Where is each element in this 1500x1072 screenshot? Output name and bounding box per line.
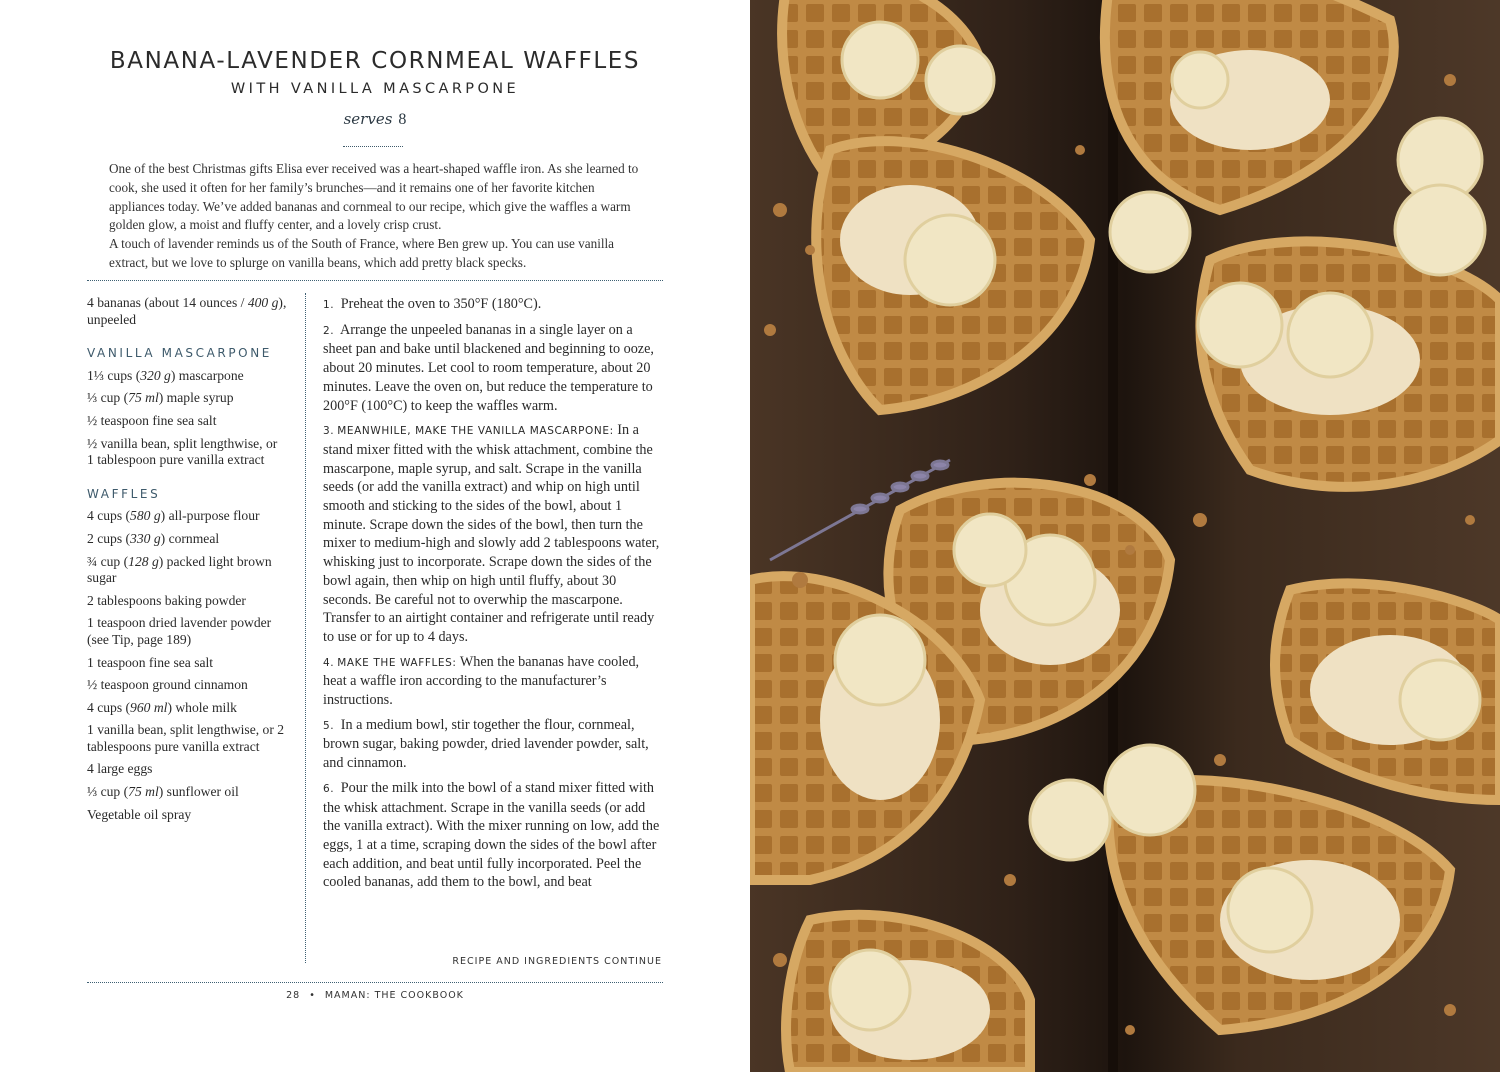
column-divider — [305, 293, 306, 963]
ingredient-item: ¾ cup (128 g) packed light brown sugar — [87, 553, 272, 586]
ingredient-item: Vegetable oil spray — [87, 806, 192, 822]
book-title: MAMAN: THE COOKBOOK — [324, 990, 464, 1001]
step-number: 2. — [323, 324, 335, 337]
ingredient-item: ⅓ cup (75 ml) maple syrup — [87, 390, 234, 406]
ingredient-item: ⅓ cup (75 ml) sunflower oil — [87, 784, 239, 800]
ingredient-item: 4 bananas (about 14 ounces / 400 g), unpeeled — [87, 295, 287, 327]
serves-label: serves — [343, 110, 393, 128]
step-number: 4. — [323, 656, 335, 669]
ingredient-item: ½ teaspoon ground cinnamon — [87, 677, 248, 693]
step-lead: MAKE THE WAFFLES: — [337, 656, 457, 669]
method-step — [323, 295, 665, 315]
intro-paragraph: A touch of lavender reminds us of the South of France, where Ben grew up. You can use vanilla extract, but we love to splurge on vanilla beans, which add pretty black specks. — [109, 236, 615, 270]
recipe-intro — [109, 160, 645, 273]
recipe-title: BANANA-LAVENDER CORNMEAL WAFFLES — [109, 48, 641, 74]
page-footer — [0, 990, 750, 1001]
food-photo — [750, 0, 1500, 1072]
continue-note: RECIPE AND INGREDIENTS CONTINUE — [452, 956, 662, 967]
ingredient-item: 1 teaspoon dried lavender powder (see Tip, page 189) — [87, 615, 272, 647]
ingredient-item: ½ teaspoon fine sea salt — [87, 412, 217, 428]
footer-divider — [87, 982, 663, 983]
section-heading-waffles: WAFFLES — [87, 486, 161, 501]
waffles-illustration — [750, 0, 1500, 1072]
method-step — [323, 653, 665, 710]
method-steps — [323, 295, 665, 898]
step-text: When the bananas have cooled, heat a waffle iron according to the manufacturer’s instructions. — [323, 653, 640, 709]
ingredient-item: 4 large eggs — [87, 761, 153, 777]
page-number: 28 — [286, 990, 301, 1001]
step-number: 6. — [323, 782, 335, 795]
ingredient-item: 1 vanilla bean, split lengthwise, or 2 tablespoons pure vanilla extract — [87, 722, 285, 754]
intro-paragraph: One of the best Christmas gifts Elisa ever received was a heart-shaped waffle iron. As she learned to cook, she used it often for her family’s brunches—and it remains one of her favorite kitchen appliances today. We’ve added bananas and cornmeal to our recipe, which give the waffles a warm golden glow, a moist and fluffy center, and a lovely crisp crust. — [109, 161, 639, 233]
ingredient-item: 2 tablespoons baking powder — [87, 592, 246, 608]
ingredient-list — [87, 295, 287, 829]
step-text: In a stand mixer fitted with the whisk attachment, combine the mascarpone, maple syrup, and salt. Scrape in the vanilla seeds (or add the vanilla extract) and whip on high until smooth and sticking to the sides of the bowl, about 1 minute. Scrape down the sides of the bowl, then turn the mixer to medium-high and slowly add 2 tablespoons water, whisking just to incorporate. Scrape down the sides of the bowl again, then whip on high until fluffy, about 30 seconds. Be careful not to overwhip the mascarpone. Transfer to an airtight container and refrigerate until ready to use or for up to 4 days. — [323, 422, 660, 645]
footer-separator: • — [309, 990, 316, 1001]
step-number: 5. — [323, 719, 335, 732]
method-step — [323, 779, 665, 892]
ingredient-item: 1⅓ cups (320 g) mascarpone — [87, 367, 244, 383]
intro-divider — [87, 280, 663, 281]
method-step — [323, 321, 665, 416]
ingredient-item: 4 cups (960 ml) whole milk — [87, 699, 237, 715]
serves-count: 8 — [398, 111, 407, 128]
step-text: Pour the milk into the bowl of a stand mixer fitted with the whisk attachment. Scrape in the vanilla seeds (or add the vanilla extract). With the mixer running on low, add the eggs, 1 at a time, scraping down the sides of the bowl after each addition, and beat until fully incorporated. Peel the cooled bananas, add them to the bowl, and beat — [323, 779, 660, 891]
serves-divider — [343, 146, 403, 147]
step-text: Preheat the oven to 350°F (180°C). — [340, 296, 542, 312]
step-number: 3. — [323, 425, 335, 438]
serves-line — [0, 110, 750, 129]
method-step — [323, 716, 665, 773]
step-lead: MEANWHILE, MAKE THE VANILLA MASCARPONE: — [337, 425, 614, 438]
section-heading-vanilla: VANILLA MASCARPONE — [87, 346, 272, 361]
ingredient-item: 1 teaspoon fine sea salt — [87, 654, 214, 670]
recipe-subtitle: WITH VANILLA MASCARPONE — [230, 81, 520, 97]
step-text: Arrange the unpeeled bananas in a single layer on a sheet pan and bake until blackened and beginning to ooze, about 20 minutes. Let cool to room temperature, about 20 minutes. Leave the oven on, but reduce the temperature to 200°F (100°C) to keep the waffles warm. — [323, 321, 654, 414]
step-number: 1. — [323, 299, 335, 311]
waffle-heart — [1198, 241, 1500, 486]
ingredient-item: 2 cups (330 g) cornmeal — [87, 530, 220, 546]
ingredient-item: ½ vanilla bean, split lengthwise, or 1 tablespoon pure vanilla extract — [87, 435, 278, 468]
ingredient-item: 4 cups (580 g) all-purpose flour — [87, 508, 260, 524]
method-step — [323, 421, 665, 646]
step-text: In a medium bowl, stir together the flour, cornmeal, brown sugar, baking powder, dried lavender powder, salt, and cinnamon. — [323, 716, 649, 772]
